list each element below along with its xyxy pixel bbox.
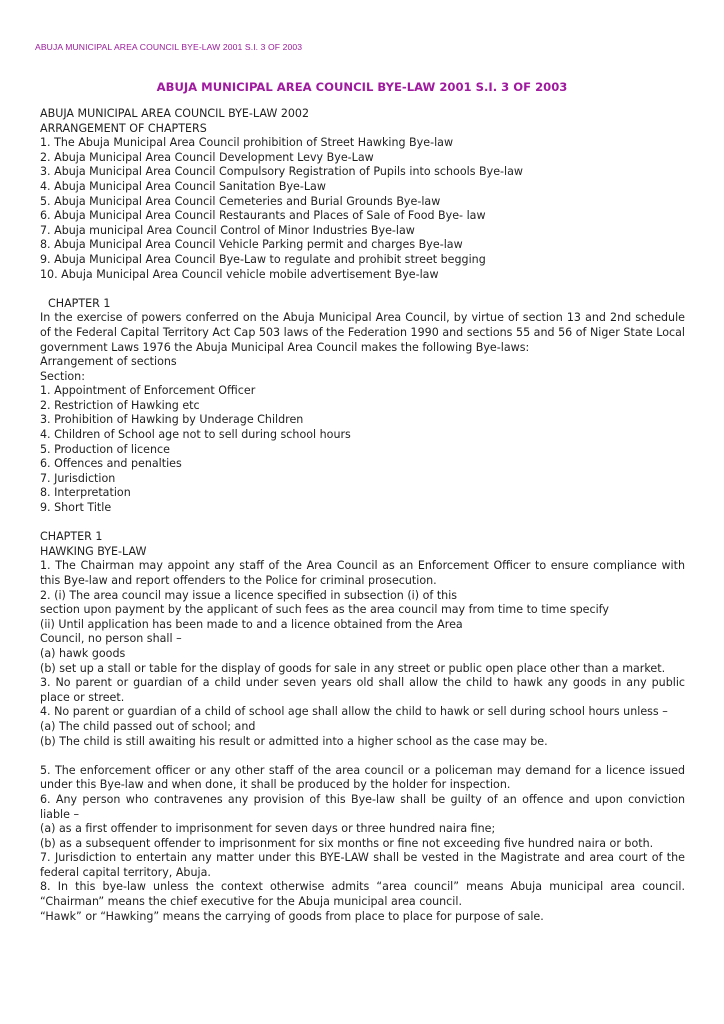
clause-paragraph: 6. Any person who contravenes any provision of this Bye-law shall be guilty of an offence and upon conviction liable – xyxy=(40,792,685,821)
document-title: ABUJA MUNICIPAL AREA COUNCIL BYE-LAW 2001 S.I. 3 OF 2003 xyxy=(156,80,568,94)
list-item: 3. Prohibition of Hawking by Underage Children xyxy=(40,413,304,427)
clause-paragraph: (a) as a first offender to imprisonment for seven days or three hundred naira fine; xyxy=(40,822,496,836)
list-item: 5. Abuja Municipal Area Council Cemeteries and Burial Grounds Bye-law xyxy=(40,194,441,208)
preamble-paragraph: In the exercise of powers conferred on the Abuja Municipal Area Council, by virtue of section 13 and 2nd schedule of the Federal Capital Territory Act Cap 503 laws of the Federation 1990 and sections 55 and 56 of Niger State Local government Laws 1976 the Abuja Municipal Area Council makes the following Bye-laws: xyxy=(40,311,685,354)
running-header: ABUJA MUNICIPAL AREA COUNCIL BYE-LAW 2001 S.I. 3 OF 2003 xyxy=(35,42,303,52)
arrangement-label: Arrangement of sections xyxy=(40,355,177,369)
list-item: 2. Restriction of Hawking etc xyxy=(40,398,200,412)
clause-paragraph: (b) The child is still awaiting his result or admitted into a higher school as the case may be. xyxy=(40,734,548,748)
list-item: 6. Abuja Municipal Area Council Restaurants and Places of Sale of Food Bye- law xyxy=(40,209,486,223)
clause-paragraph: Council, no person shall – xyxy=(40,632,182,646)
list-item: 5. Production of licence xyxy=(40,442,170,456)
clause-paragraph: (b) set up a stall or table for the display of goods for sale in any street or public open place other than a market. xyxy=(40,661,666,675)
clause-paragraph: (a) hawk goods xyxy=(40,646,126,660)
chapters-list xyxy=(40,136,685,282)
clause-paragraph: 8. In this bye-law unless the context otherwise admits “area council” means Abuja municipal area council. “Chairman” means the chief executive for the Abuja municipal area council. xyxy=(40,880,685,909)
document-body xyxy=(40,107,685,924)
clause-paragraph: 2. (i) The area council may issue a licence specified in subsection (i) of this xyxy=(40,588,458,602)
clause-paragraph: 7. Jurisdiction to entertain any matter under this BYE-LAW shall be vested in the Magistrate and area court of the federal capital territory, Abuja. xyxy=(40,851,685,879)
list-item: 8. Abuja Municipal Area Council Vehicle Parking permit and charges Bye-law xyxy=(40,238,463,252)
list-item: 10. Abuja Municipal Area Council vehicle mobile advertisement Bye-law xyxy=(40,267,439,281)
list-item: 6. Offences and penalties xyxy=(40,457,182,471)
list-item: 4. Children of School age not to sell during school hours xyxy=(40,428,351,442)
list-item: 7. Abuja municipal Area Council Control of Minor Industries Bye-law xyxy=(40,223,415,237)
clause-paragraph: 1. The Chairman may appoint any staff of the Area Council as an Enforcement Officer to ensure compliance with this Bye-law and report offenders to the Police for criminal prosecution. xyxy=(40,559,685,587)
clause-paragraph: 5. The enforcement officer or any other staff of the area council or a policeman may demand for a licence issued under this Bye-law and when done, it shall be produced by the holder for inspection. xyxy=(40,763,685,792)
chapter-heading: CHAPTER 1 xyxy=(40,530,103,544)
clause-paragraph: (a) The child passed out of school; and xyxy=(40,719,256,733)
clause-paragraph: 3. No parent or guardian of a child under seven years old shall allow the child to hawk any goods in any public place or street. xyxy=(40,676,685,704)
list-item: 9. Abuja Municipal Area Council Bye-Law to regulate and prohibit street begging xyxy=(40,252,486,266)
list-item: 4. Abuja Municipal Area Council Sanitation Bye-Law xyxy=(40,179,326,193)
clause-paragraph: (b) as a subsequent offender to imprisonment for six months or fine not exceeding five hundred naira or both. xyxy=(40,836,654,850)
list-item: 1. Appointment of Enforcement Officer xyxy=(40,384,256,398)
clause-paragraph: “Hawk” or “Hawking” means the carrying of goods from place to place for purpose of sale. xyxy=(40,909,544,923)
clause-paragraph: (ii) Until application has been made to and a licence obtained from the Area xyxy=(40,617,463,631)
clause-paragraph: section upon payment by the applicant of such fees as the area council may from time to time specify xyxy=(40,603,609,617)
chapter-subheading: HAWKING BYE-LAW xyxy=(40,544,147,558)
intro-line: ARRANGEMENT OF CHAPTERS xyxy=(40,121,207,135)
list-item: 1. The Abuja Municipal Area Council prohibition of Street Hawking Bye-law xyxy=(40,136,454,150)
list-item: 7. Jurisdiction xyxy=(40,471,116,485)
sections-list xyxy=(40,384,685,515)
section-label: Section: xyxy=(40,369,85,383)
list-item: 2. Abuja Municipal Area Council Development Levy Bye-Law xyxy=(40,150,374,164)
clause-paragraph: 4. No parent or guardian of a child of school age shall allow the child to hawk or sell during school hours unless – xyxy=(40,705,668,719)
list-item: 9. Short Title xyxy=(40,501,112,515)
intro-line: ABUJA MUNICIPAL AREA COUNCIL BYE-LAW 2002 xyxy=(40,107,310,120)
list-item: 8. Interpretation xyxy=(40,486,131,500)
chapter-heading: CHAPTER 1 xyxy=(48,296,111,310)
list-item: 3. Abuja Municipal Area Council Compulsory Registration of Pupils into schools Bye-law xyxy=(40,165,523,179)
